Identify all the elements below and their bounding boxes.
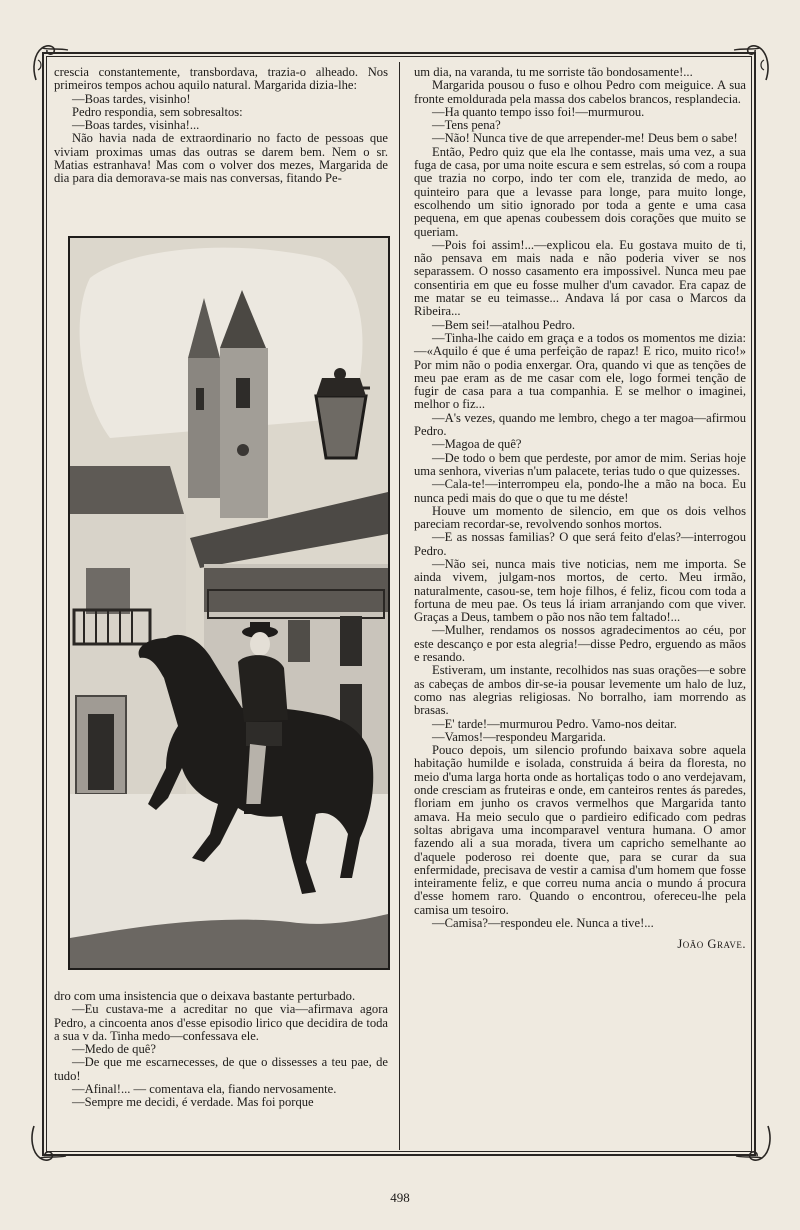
paragraph: Houve um momento de silencio, em que os dois velhos pareciam recordar-se, revolvendo sonhos mortos. [414, 503, 746, 532]
illustration-rider-on-horse [68, 236, 390, 970]
paragraph: —Camisa?—respondeu ele. Nunca a tive!... [432, 916, 654, 930]
page-number: 498 [390, 1190, 410, 1205]
paragraph: —Pois foi assim!...—explicou ela. Eu gostava muito de ti, não pensava em mais nada e não poderia viver se nos separassem. O nosso casamento era impossivel. Nunca meu pae consentiria em que eu fosse mulher d'um cavador. Era capaz de me matar se eu teimasse... Andava lá por casa o Marcos da Ribeira... [414, 237, 746, 319]
paragraph: crescia constantemente, transbordava, trazia-o alheado. Nos primeiros tempos achou aquilo natural. Margarida dizia-lhe: [54, 65, 388, 93]
paragraph: —Boas tardes, visinho! [72, 91, 191, 106]
left-column-bottom [54, 990, 388, 1110]
paragraph: Estiveram, um instante, recolhidos nas suas orações—e sobre as cabeças de ambos dir-se-ia pousar levemente um halo de luz, como nas alegrias religiosas. No borralho, iam morrendo as brasas. [414, 663, 746, 718]
paragraph: Pedro respondia, sem sobresaltos: [72, 104, 243, 119]
paragraph: —Cala-te!—interrompeu ela, pondo-lhe a mão na boca. Eu nunca pedi mais do que o que tu me déste! [414, 477, 746, 505]
paragraph: —Não! Nunca tive de que arrepender-me! Deus bem o sabe! [432, 131, 738, 146]
right-column [414, 66, 746, 952]
corner-ornament-icon [732, 1122, 776, 1166]
paragraph: —Ha quanto tempo isso foi!—murmurou. [432, 104, 645, 119]
author-signature: João Grave. [677, 937, 746, 952]
paragraph: —Tinha-lhe caido em graça e a todos os momentos me dizia:—«Aquilo é que é uma perfeição de rapaz! E rico, muito rico!» Por mim não o podia enxergar. Ora, quando vi que as tenções de meu pae eram as de me casar com ele, logo formei tenção de fugir de casa para a tua companhia. E se melhor o imaginei, melhor o fiz... [414, 330, 746, 412]
paragraph: —Bem sei!—atalhou Pedro. [432, 317, 576, 332]
paragraph: —Sempre me decidi, é verdade. Mas foi porque [72, 1095, 314, 1110]
corner-ornament-icon [26, 1122, 70, 1166]
paragraph: Margarida pousou o fuso e olhou Pedro com meiguice. A sua fronte emoldurada pela massa dos cabelos brancos, resplandecia. [414, 78, 746, 106]
paragraph: Pouco depois, um silencio profundo baixava sobre aquela habitação humilde e isolada, construida á beira da floresta, no meio d'uma larga horta onde as hortaliças todo o ano verdejavam, onde cresciam as fruteiras e onde, em canteiros rentes ás paredes, floriam em junho os cravos vermelhos que Margarida tanto amava. Ha meio seculo que o pardieiro edificado com pedras soltas abrigava uma incomparavel ventura humana. O amor fazendo ali a sua morada, tivera um capricho semelhante ao d'aquele poderoso rei doente que, para se curar da sua enfermidade, precisava de vestir a camisa d'um homem que fosse inteiramente feliz, e que correu numa ancia o mundo á procura d'esse homem raro. Quando o encontrou, ofereceu-lhe pela camisa um tesoiro. [414, 743, 746, 917]
illustration-image [70, 238, 388, 968]
paragraph: —Não sei, nunca mais tive noticias, nem me importa. Se ainda vivem, julgam-nos mortos, de certo. Meu irmão, naturalmente, casou-se, tem hoje filhos, é feliz, ficou com toda a fortuna de meu pae. Os teus lá iriam arranjando com que viver. Graças a Deus, tambem o pão nos não tem faltado!... [414, 556, 746, 625]
paragraph: —Medo de quê? [72, 1042, 156, 1057]
paragraph: Então, Pedro quiz que ela lhe contasse, mais uma vez, a sua fuga de casa, por uma noite escura e sem estrelas, só com a roupa que trazia no corpo, indo ter com ele, tranzida de medo, ao quinteiro para que a levasse para longe, para muito longe, escolhendo um sitio ignorado por toda a gente e uma casa pequena, em que apenas coubessem dois corações que muito se queriam. [414, 144, 746, 239]
paragraph: Não havia nada de extraordinario no facto de pessoas que viviam proximas umas das outras se darem bem. Nem o sr. Matias estranhava! Mas com o volver dos mezes, Margarida de dia para dia demorava-se mais nas conversas, fitando Pe- [54, 131, 388, 186]
paragraph: —A's vezes, quando me lembro, chego a ter magoa—afirmou Pedro. [414, 410, 746, 439]
paragraph: —E' tarde!—murmurou Pedro. Vamo-nos deitar. [432, 716, 677, 731]
paragraph: —De todo o bem que perdeste, por amor de mim. Serias hoje uma senhora, viverias n'um palacete, terias tudo o que quizesses. [414, 450, 746, 478]
paragraph: —Mulher, rendamos os nossos agradecimentos ao céu, por este descanço e por esta alegria!—disse Pedro, erguendo as mãos e resando. [414, 623, 746, 665]
paragraph: um dia, na varanda, tu me sorriste tão bondosamente!... [414, 65, 693, 79]
right-column-paragraphs [414, 66, 746, 930]
paragraph: dro com uma insistencia que o deixava bastante perturbado. [54, 989, 356, 1003]
paragraph: —E as nossas familias? O que será feito d'elas?—interrogou Pedro. [414, 530, 746, 558]
paragraph: —Magoa de quê? [432, 437, 522, 452]
paragraph: —Tens pena? [432, 118, 501, 133]
paragraph: —De que me escarnecesses, de que o dissesses a teu pae, de tudo! [54, 1055, 388, 1083]
left-column-top [54, 66, 388, 186]
paragraph: —Eu custava-me a acreditar no que via—afirmava agora Pedro, a cincoenta anos d'esse episodio lirico que decidira de toda a sua v da. Tinha medo—confessava ele. [54, 1002, 388, 1043]
paragraph: —Afinal!... — comentava ela, fiando nervosamente. [72, 1082, 337, 1097]
column-divider [399, 62, 400, 1150]
paragraph: —Vamos!—respondeu Margarida. [432, 729, 606, 744]
paragraph: —Boas tardes, visinha!... [72, 118, 200, 133]
